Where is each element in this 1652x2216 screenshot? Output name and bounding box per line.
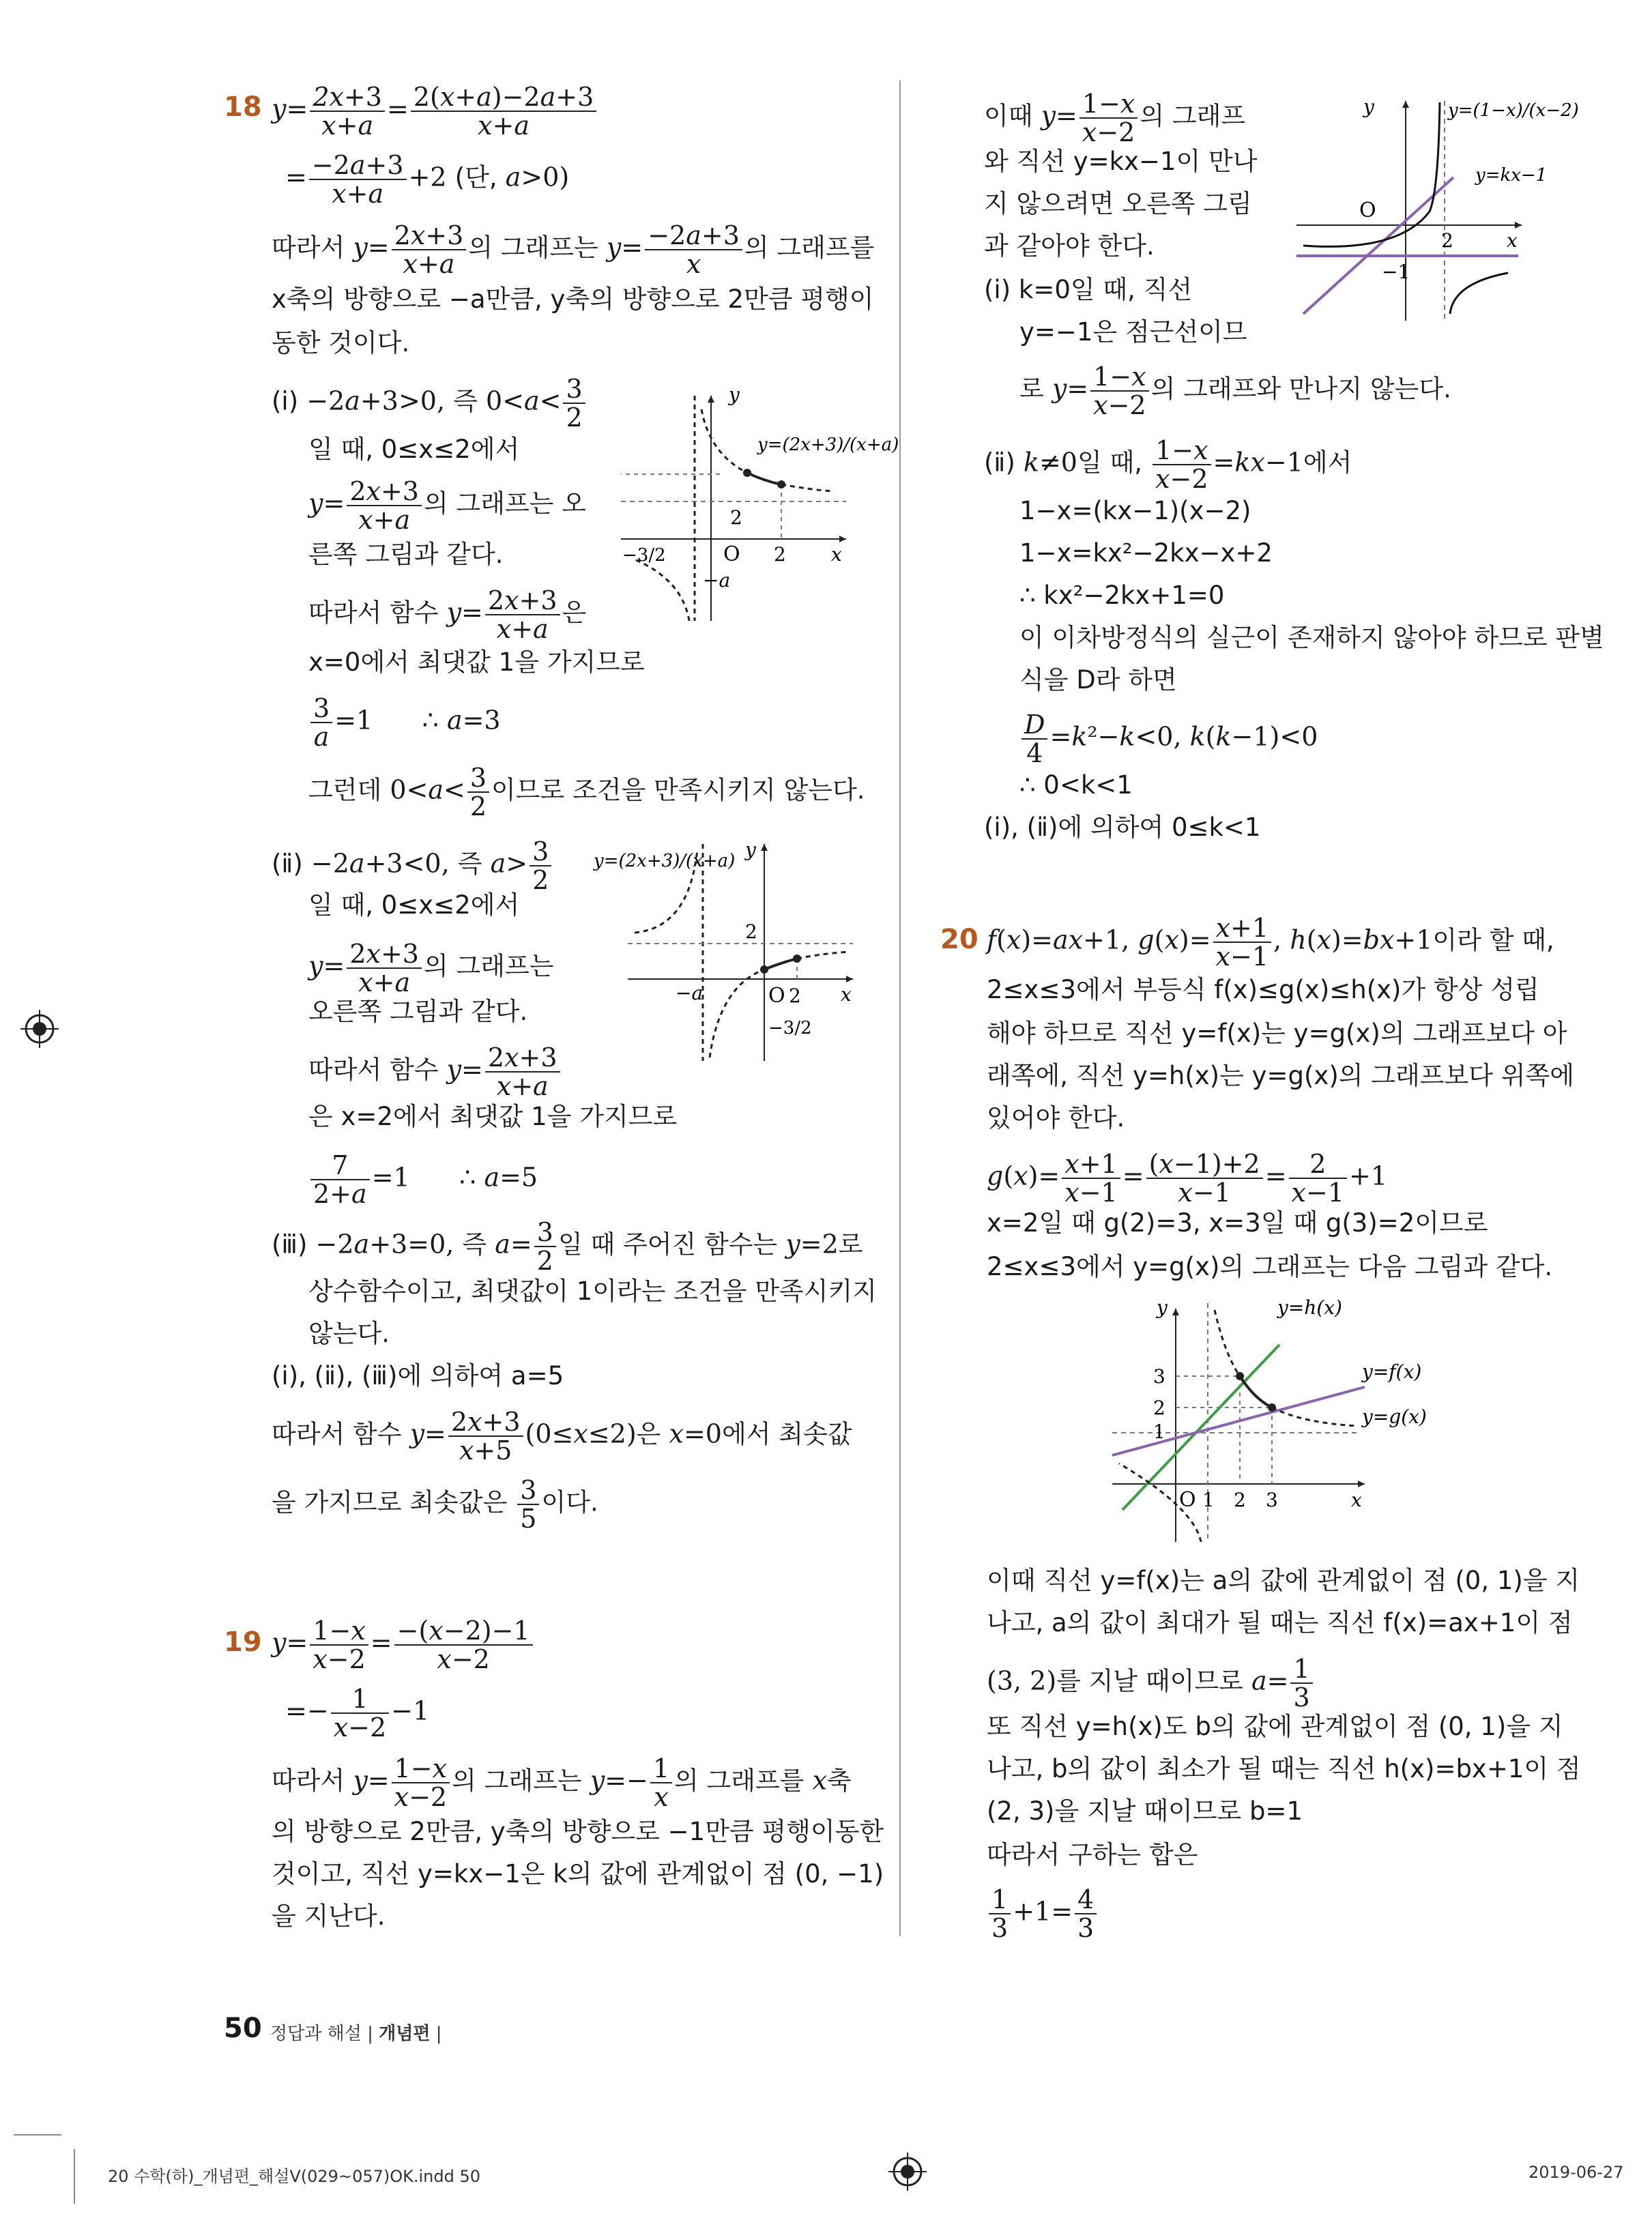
p19-right-7: 로 y= $\frac{1-x}{x-2}$ 의 그래프와 만나지 않는다.: [1019, 362, 1451, 420]
p18-case2-a: (ⅱ) −2a+3<0, 즉 a> $\frac{3}{2}$: [272, 838, 553, 894]
g2-minus-a: −a: [676, 982, 704, 1004]
p20-line14: (2, 3)을 지날 때이므로 b=1: [987, 1796, 1303, 1826]
p19-line3: 따라서 y= $\frac{1-x}{x-2}$ 의 그래프는 y=− $\frac{1}{x}$ 의 그래프를 x축: [272, 1753, 852, 1812]
p19-right-16: (ⅰ), (ⅱ)에 의하여 0≤k<1: [984, 813, 1261, 842]
p18-case3-c: 않는다.: [308, 1319, 390, 1348]
p18-line3: 따라서 y= $\frac{2x+3}{x+a}$ 의 그래프는 y= $\frac{-2a+3}{x}$ 의 그래프를: [272, 220, 875, 279]
g3-line-label: y=kx−1: [1475, 165, 1548, 186]
footer-rule: [14, 2134, 61, 2135]
footer-date: 2019-06-27: [1528, 2163, 1624, 2182]
p19-line5: 것이고, 직선 y=kx−1은 k의 값에 관계없이 점 (0, −1): [272, 1859, 884, 1889]
p18-case2-e: 따라서 함수 y= $\frac{2x+3}{x+a}$: [308, 1044, 562, 1100]
registration-mark-bottom: [888, 2153, 927, 2191]
g3-curve-label: y=(1−x)/(x−2): [1448, 100, 1579, 121]
g1-x-label: x: [831, 543, 842, 566]
p19-right-10: 1−x=kx²−2kx−x+2: [1019, 538, 1273, 568]
g3-y-label: y: [1363, 96, 1374, 118]
p18-case1-f: x=0에서 최댓값 1을 가지므로: [308, 647, 645, 677]
p18-case1-g: $\frac{3}{a}$ =1 ∴ a=3: [308, 695, 501, 750]
registration-mark-left: [20, 1010, 59, 1048]
p20-line5: 있어야 한다.: [987, 1103, 1125, 1133]
book-part: 개념편: [379, 2024, 431, 2044]
g3-xtick-2: 2: [1441, 229, 1453, 252]
p18-line5: 동한 것이다.: [272, 328, 410, 358]
p19-right-4: 과 같아야 한다.: [984, 231, 1155, 261]
p19-right-15: ∴ 0<k<1: [1019, 770, 1133, 800]
graph-case2: [594, 836, 867, 1068]
g3-ytick-minus1: −1: [1382, 261, 1410, 283]
p19-right-8: (ⅱ) k≠0일 때, $\frac{1-x}{x-2}$ =kx−1에서: [984, 435, 1352, 494]
g4-ytick-2: 2: [1153, 1397, 1165, 1419]
p19-right-14: $\frac{D}{4}$ =k²−k<0, k(k−1)<0: [1019, 711, 1318, 767]
p20-line13: 나고, b의 값이 최소가 될 때는 직선 h(x)=bx+1이 점: [987, 1754, 1581, 1783]
g1-origin: O: [723, 542, 740, 566]
g2-xtick-2: 2: [789, 985, 801, 1007]
g4-h-label: y=h(x): [1277, 1296, 1342, 1319]
p19-right-2: 와 직선 y=kx−1이 만나: [984, 147, 1258, 176]
p18-line4: x축의 방향으로 −a만큼, y축의 방향으로 2만큼 평행이: [272, 285, 874, 314]
p19-right-12: 이 이차방정식의 실근이 존재하지 않아야 하므로 판별: [1019, 623, 1604, 652]
p20-line11: (3, 2)를 지날 때이므로 a= $\frac{1}{3}$: [987, 1655, 1315, 1711]
graph-case1: [614, 382, 899, 628]
p18-case1-h: 그런데 0<a< $\frac{3}{2}$ 이므로 조건을 만족시키지 않는다.: [308, 763, 865, 821]
g4-xtick-1: 1: [1202, 1489, 1215, 1511]
p18-case1-e: 따라서 함수 y= $\frac{2x+3}{x+a}$ 은: [308, 585, 587, 644]
g4-xtick-2: 2: [1234, 1489, 1246, 1511]
p19-right-5: (ⅰ) k=0일 때, 직선: [984, 275, 1193, 304]
p18-case1-d: 른쪽 그림과 같다.: [308, 540, 504, 569]
g3-x-label: x: [1507, 229, 1518, 252]
p18-line2: = $\frac{-2a+3}{x+a}$ +2 (단, a>0): [285, 150, 570, 209]
p20-line1: f(x)=ax+1, g(x)= $\frac{x+1}{x-1}$ , h(x)=bx+1이라 할 때,: [987, 913, 1554, 972]
g4-ytick-3: 3: [1153, 1365, 1165, 1388]
p18-line1: y= $\frac{2x+3}{x+a}$ = $\frac{2(x+a)-2a+3}{x+a}$: [272, 83, 598, 139]
g4-y-label: y: [1157, 1296, 1168, 1319]
p19-line2: =− $\frac{1}{x-2}$ −1: [285, 1684, 430, 1743]
page-number: 50: [224, 2013, 262, 2044]
problem-number-20: 20: [940, 924, 979, 955]
g1-minus-a: −a: [703, 569, 731, 592]
p18-result-2: 따라서 함수 y= $\frac{2x+3}{x+5}$ (0≤x≤2)은 x=0에서 최솟값: [272, 1407, 852, 1466]
g4-xtick-3: 3: [1266, 1489, 1278, 1511]
g4-f-label: y=f(x): [1362, 1360, 1422, 1383]
p20-line16: $\frac{1}{3}$ +1= $\frac{4}{3}$: [987, 1886, 1099, 1942]
p19-right-6: y=−1은 점근선이므: [1019, 317, 1247, 347]
p19-right-9: 1−x=(kx−1)(x−2): [1019, 496, 1251, 525]
p19-right-11: ∴ kx²−2kx+1=0: [1019, 581, 1225, 610]
p19-right-1: 이때 y= $\frac{1-x}{x-2}$ 의 그래프: [984, 89, 1246, 147]
g4-g-label: y=g(x): [1362, 1405, 1427, 1428]
p20-line7: x=2일 때 g(2)=3, x=3일 때 g(3)=2이므로: [987, 1208, 1488, 1238]
g2-minus-three-half: −3/2: [768, 1018, 812, 1038]
problem-number-19: 19: [224, 1627, 262, 1658]
p19-right-3: 지 않으려면 오른쪽 그림: [984, 189, 1252, 218]
g2-x-label: x: [841, 983, 852, 1006]
g3-origin: O: [1359, 199, 1376, 222]
book-title: 정답과 해설: [270, 2024, 362, 2044]
g4-origin: O: [1179, 1488, 1196, 1512]
p20-line10: 나고, a의 값이 최대가 될 때는 직선 f(x)=ax+1이 점: [987, 1608, 1573, 1637]
p19-line4: 의 방향으로 2만큼, y축의 방향으로 −1만큼 평행이동한: [272, 1817, 884, 1846]
p18-result-1: (ⅰ), (ⅱ), (ⅲ)에 의하여 a=5: [272, 1361, 564, 1390]
p19-line6: 을 지난다.: [272, 1901, 386, 1931]
p18-case2-g: $\frac{7}{2+a}$ =1 ∴ a=5: [308, 1152, 538, 1208]
p20-line12: 또 직선 y=h(x)도 b의 값에 관계없이 점 (0, 1)을 지: [987, 1712, 1563, 1741]
p20-line2: 2≤x≤3에서 부등식 f(x)≤g(x)≤h(x)가 항상 성립: [987, 975, 1539, 1004]
g2-y-label: y: [745, 839, 756, 861]
g2-tick-2: 2: [745, 920, 757, 943]
graph-problem20: [1105, 1289, 1460, 1549]
p18-case1-c: y= $\frac{2x+3}{x+a}$ 의 그래프는 오: [308, 476, 586, 535]
p18-case1-a: (ⅰ) −2a+3>0, 즉 0<a< $\frac{3}{2}$: [272, 375, 588, 431]
p18-case2-b: 일 때, 0≤x≤2에서: [308, 890, 520, 920]
g1-eq-label: y=(2x+3)/(x+a): [757, 435, 899, 455]
p20-line4: 래쪽에, 직선 y=h(x)는 y=g(x)의 그래프보다 위쪽에: [987, 1061, 1574, 1090]
g1-tick-2: 2: [730, 506, 742, 529]
p19-right-13: 식을 D라 하면: [1019, 665, 1177, 695]
g4-ytick-1: 1: [1153, 1420, 1165, 1443]
p18-case1-b: 일 때, 0≤x≤2에서: [308, 435, 520, 464]
p20-line9: 이때 직선 y=f(x)는 a의 값에 관계없이 점 (0, 1)을 지: [987, 1566, 1580, 1595]
column-divider: [899, 81, 901, 1936]
problem-number-18: 18: [224, 91, 262, 123]
p20-line15: 따라서 구하는 합은: [987, 1840, 1198, 1869]
p19-line1: y= $\frac{1-x}{x-2}$ = $\frac{-(x-2)-1}{x-2}$: [272, 1617, 535, 1673]
p18-result-3: 을 가지므로 최솟값은 $\frac{3}{5}$ 이다.: [272, 1475, 598, 1534]
p20-line6: g(x)= $\frac{x+1}{x-1}$ = $\frac{(x-1)+2}{x-1}$ = $\frac{2}{x-1}$ +1: [987, 1149, 1388, 1208]
p18-case2-d: 오른쪽 그림과 같다.: [308, 997, 528, 1026]
g1-minus-three-half: −3/2: [622, 545, 666, 566]
g2-origin: O: [768, 984, 785, 1008]
g2-eq-label: y=(2x+3)/(x+a): [594, 851, 736, 871]
graph-problem19: [1290, 89, 1590, 327]
footer-filename: 20 수학(하)_개념편_해설Ⅴ(029~057)OK.indd 50: [108, 2167, 481, 2186]
p18-case2-c: y= $\frac{2x+3}{x+a}$ 의 그래프는: [308, 939, 554, 997]
p20-line3: 해야 하므로 직선 y=f(x)는 y=g(x)의 그래프보다 아: [987, 1019, 1567, 1048]
p18-case2-f: 은 x=2에서 최댓값 1을 가지므로: [308, 1102, 678, 1131]
g4-x-label: x: [1351, 1489, 1362, 1511]
g1-y-label: y: [729, 383, 740, 406]
p20-line8: 2≤x≤3에서 y=g(x)의 그래프는 다음 그림과 같다.: [987, 1252, 1553, 1281]
p18-case3-b: 상수함수이고, 최댓값이 1이라는 조건을 만족시키지: [308, 1277, 877, 1306]
book-label: 정답과 해설 | 개념편 |: [270, 2024, 442, 2044]
g1-xtick-2: 2: [774, 543, 786, 566]
footer-tick-left: [74, 2149, 75, 2204]
p18-case3-a: (ⅲ) −2a+3=0, 즉 a= $\frac{3}{2}$ 일 때 주어진 함수는 y=2로: [272, 1217, 863, 1276]
